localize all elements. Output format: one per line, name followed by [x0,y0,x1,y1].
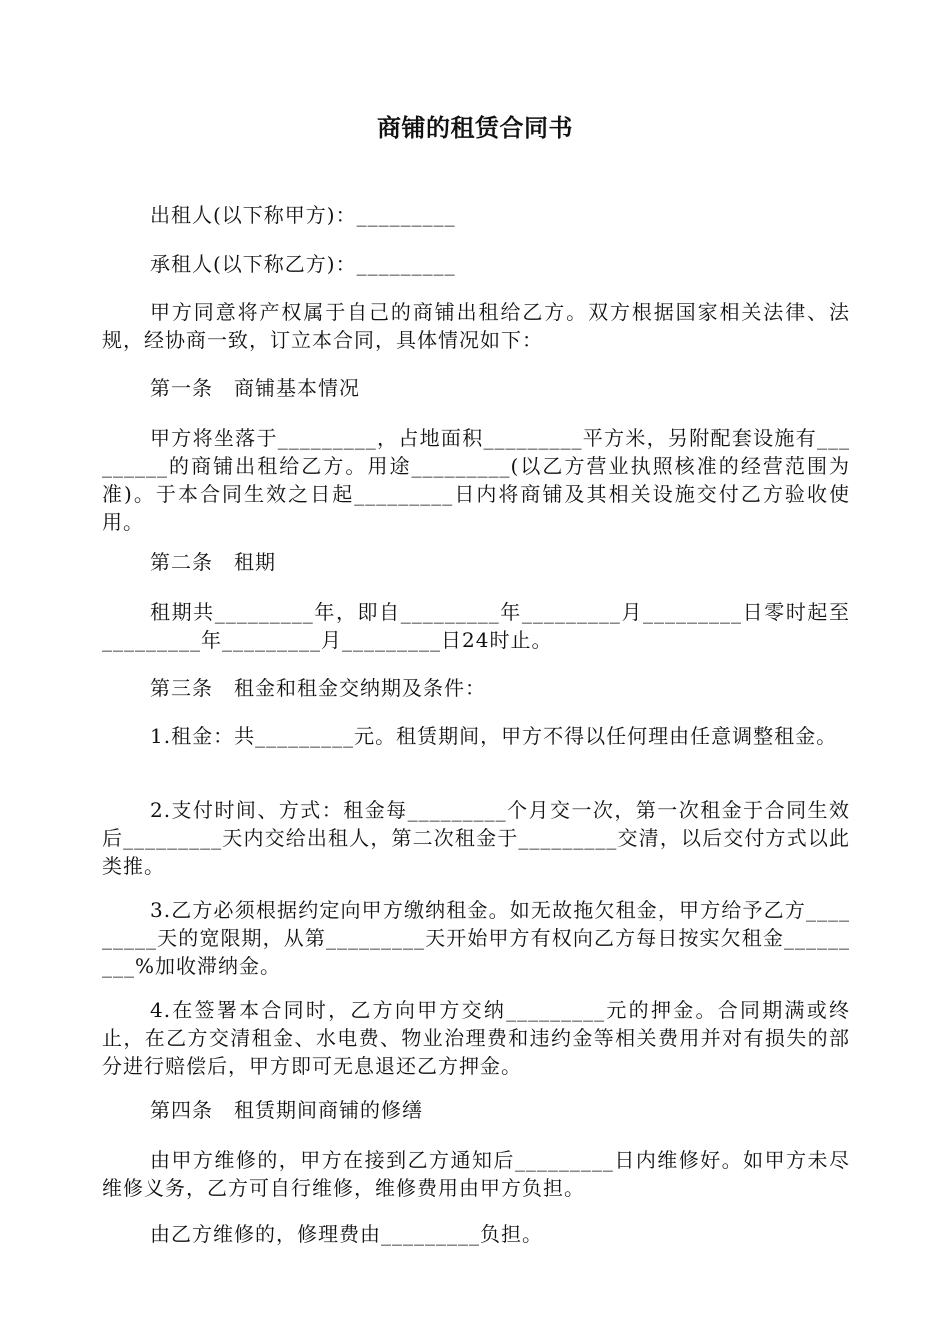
article-2-body: 租期共_________年，即自_________年_________月_________日零时起至_________年_________月_________日24时止。 [102,600,850,652]
lessor-line: 出租人(以下称甲方)：_________ [150,203,456,227]
lessee-line: 承租人(以下称乙方)：_________ [150,252,456,276]
deposit-clause: 4.在签署本合同时，乙方向甲方交纳_________元的押金。合同期满或终止，在乙方交清租金、水电费、物业治理费和违约金等相关费用并对有损失的部分进行赔偿后，甲方即可无息退还乙方押金。 [102,998,850,1078]
article-4-heading: 第四条 租赁期间商铺的修缮 [150,1098,423,1122]
late-fee-clause: 3.乙方必须根据约定向甲方缴纳租金。如无故拖欠租金，甲方给予乙方_________天的宽限期，从第_________天开始甲方有权向乙方每日按实欠租金_________%加收滞纳金。 [102,898,850,978]
intro-paragraph: 甲方同意将产权属于自己的商铺出租给乙方。双方根据国家相关法律、法规，经协商一致，订立本合同，具体情况如下： [102,300,850,352]
document-title: 商铺的租赁合同书 [377,114,573,142]
article-1-body: 甲方将坐落于_________，占地面积_________平方米，另附配套设施有_________的商铺出租给乙方。用途_________(以乙方营业执照核准的经营范围为准)。于本合同生效之日起_________日内将商铺及其相关设施交付乙方验收使用。 [102,426,850,534]
rent-clause: 1.租金：共_________元。租赁期间，甲方不得以任何理由任意调整租金。 [150,724,838,748]
article-2-heading: 第二条 租期 [150,550,276,574]
lessee-repair-clause: 由乙方维修的，修理费由_________负担。 [150,1222,543,1246]
lessor-repair-clause: 由甲方维修的，甲方在接到乙方通知后_________日内维修好。如甲方未尽维修义务，乙方可自行维修，维修费用由甲方负担。 [102,1148,850,1200]
article-1-heading: 第一条 商铺基本情况 [150,376,360,400]
article-3-heading: 第三条 租金和租金交纳期及条件： [150,676,486,700]
payment-clause: 2.支付时间、方式：租金每_________个月交一次，第一次租金于合同生效后_________天内交给出租人，第二次租金于_________交清，以后交付方式以此类推。 [102,798,850,878]
